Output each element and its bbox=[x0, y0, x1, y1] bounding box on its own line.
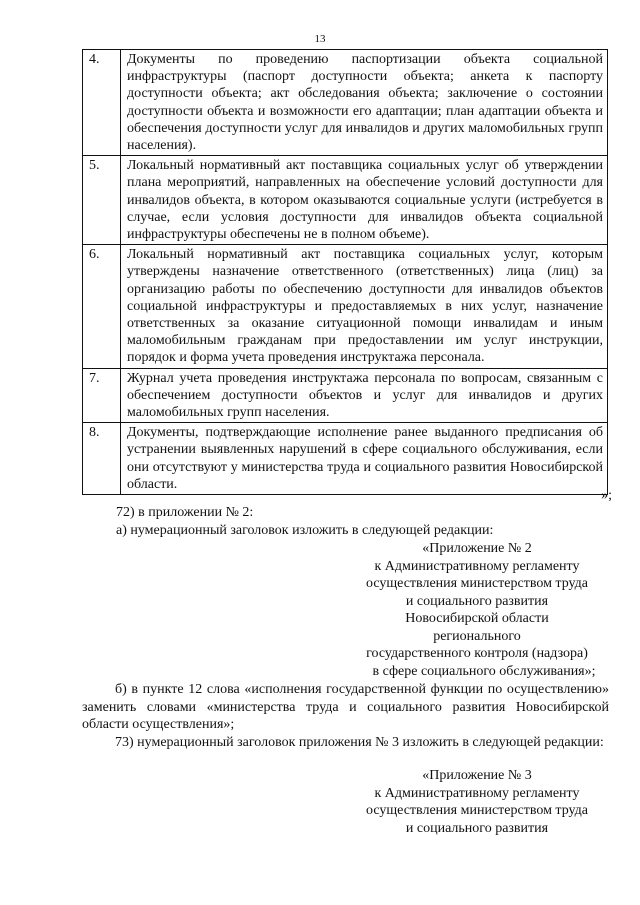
row-number: 6. bbox=[83, 245, 121, 368]
heading-line: «Приложение № 3 bbox=[422, 768, 532, 783]
row-number: 5. bbox=[83, 156, 121, 245]
heading-line: осуществления министерством труда bbox=[366, 803, 588, 818]
row-text: Документы по проведению паспортизации объекта социальной инфраструктуры (паспорт доступности объекта; анкета к паспорту доступности объекта; акт обследования объекта; заключение о состоянии доступности объекта и возможности его адаптации; план адаптации объекта и обеспечения доступности услуг для инвалидов и других маломобильных групп населения). bbox=[121, 50, 608, 156]
heading-line: осуществления министерством труда bbox=[366, 576, 588, 591]
heading-line: и социального развития bbox=[405, 593, 549, 609]
heading-line: к Административному регламенту bbox=[374, 785, 580, 801]
table-row bbox=[83, 423, 608, 495]
item-73: 73) нумерационный заголовок приложения № 3 изложить в следующей редакции: bbox=[115, 735, 604, 750]
documents-table bbox=[82, 49, 608, 495]
appendix-2-heading bbox=[317, 540, 637, 680]
heading-line: государственного контроля (надзора) bbox=[366, 646, 588, 661]
row-text: Локальный нормативный акт поставщика социальных услуг, которым утверждены назначение ответственного (ответственных) лица (лиц) за организацию работы по обеспечению доступности для инвалидов объектов социальной инфраструктуры и предоставляемых в них услуг, назначение ответственных за оказание ситуационной помощи инвалидам и иным маломобильным гражданам при предоставлении им услуг инструкции, порядок и форма учета проведения инструктажа персонала. bbox=[121, 245, 608, 368]
table-row bbox=[83, 50, 608, 156]
row-text: Журнал учета проведения инструктажа персонала по вопросам, связанным с обеспечением доступности объектов и услуг для инвалидов и других маломобильных групп населения. bbox=[121, 368, 608, 423]
heading-line: регионального bbox=[433, 628, 521, 644]
closing-quote: »; bbox=[601, 488, 612, 503]
heading-line: в сфере социального обслуживания»; bbox=[372, 663, 596, 679]
heading-line: «Приложение № 2 bbox=[422, 541, 532, 556]
row-text: Документы, подтверждающие исполнение ранее выданного предписания об устранении выявленных нарушений в сфере социального обслуживания, если они отсутствуют у министерства труда и социального развития Новосибирской области. bbox=[121, 423, 608, 495]
appendix-3-heading bbox=[317, 767, 637, 837]
heading-line: и социального развития bbox=[405, 820, 549, 836]
row-text: Локальный нормативный акт поставщика социальных услуг об утверждении плана мероприятий, направленных на обеспечение условий доступности для инвалидов объекта, в котором оказываются социальные услуги (истребуется в случае, если условия доступности для инвалидов объекта социальной инфраструктуры обеспечены не в полном объеме). bbox=[121, 156, 608, 245]
item-72a: а) нумерационный заголовок изложить в следующей редакции: bbox=[116, 523, 494, 538]
table-row bbox=[83, 245, 608, 368]
page-number: 13 bbox=[314, 33, 326, 45]
row-number: 7. bbox=[83, 368, 121, 423]
table-row bbox=[83, 368, 608, 423]
item-72: 72) в приложении № 2: bbox=[116, 505, 254, 520]
row-number: 4. bbox=[83, 50, 121, 156]
table-row bbox=[83, 156, 608, 245]
item-72b: б) в пункте 12 слова «исполнения государственной функции по осуществлению» заменить словами «министерства труда и социального развития Новосибирской области осуществления»; bbox=[82, 682, 609, 732]
row-number: 8. bbox=[83, 423, 121, 495]
heading-line: к Административному регламенту bbox=[374, 558, 580, 574]
heading-line: Новосибирской области bbox=[405, 611, 549, 626]
